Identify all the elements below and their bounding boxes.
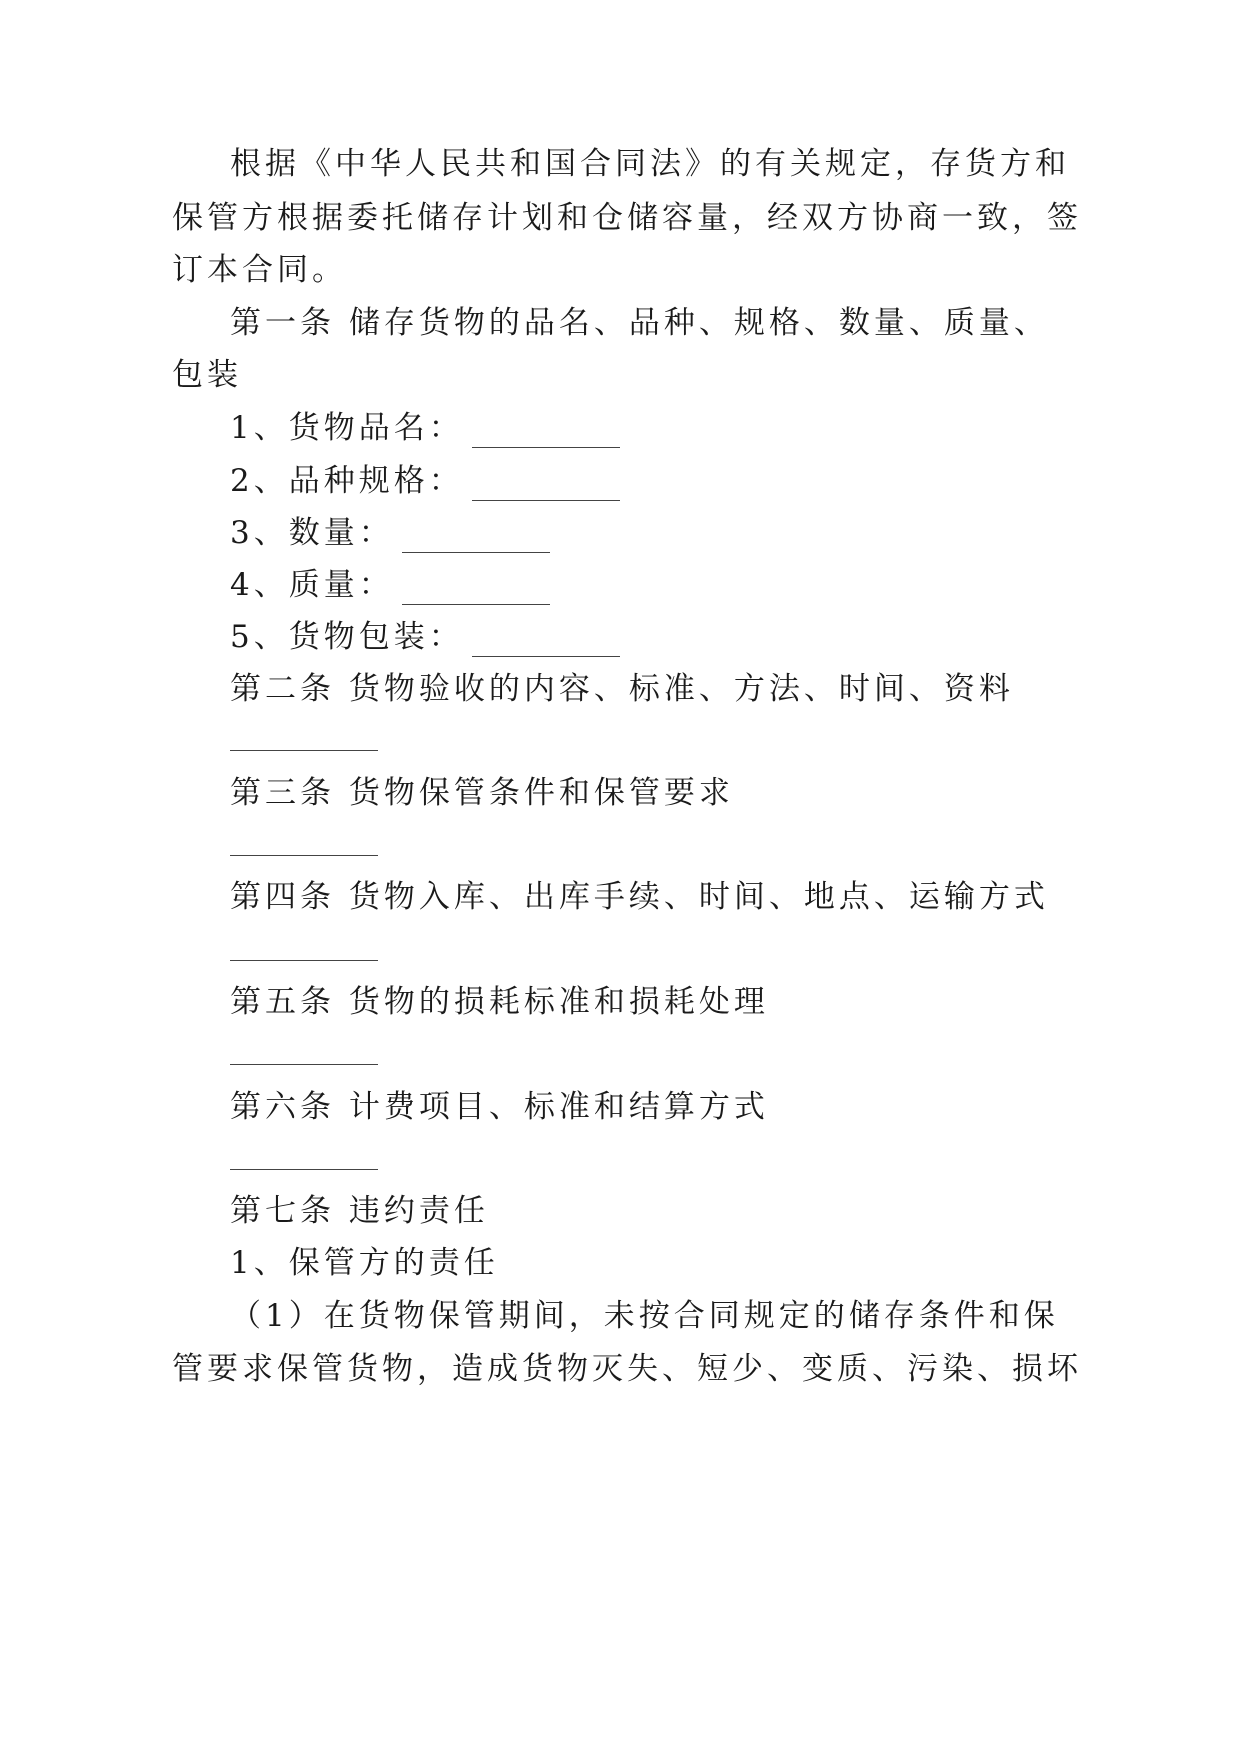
article-6-blank[interactable]	[230, 1169, 378, 1170]
variety-spec-blank[interactable]	[472, 470, 620, 501]
article-5-blank[interactable]	[230, 1064, 378, 1065]
article-4-heading: 第四条 货物入库、出库手续、时间、地点、运输方式	[230, 879, 1049, 915]
packaging-blank[interactable]	[472, 626, 620, 657]
item-label: 4、质量：	[230, 567, 394, 603]
intro-line-2: 保管方根据委托储存计划和仓储容量，经双方协商一致，签	[172, 200, 1082, 236]
item-goods-name	[230, 408, 620, 448]
article-4-blank[interactable]	[230, 960, 378, 961]
goods-name-blank[interactable]	[472, 417, 620, 448]
item-quality	[230, 565, 550, 605]
item-label: 5、货物包装：	[230, 619, 464, 655]
article-6-heading: 第六条 计费项目、标准和结算方式	[230, 1089, 769, 1125]
article-7-sub-1: 1、保管方的责任	[230, 1245, 499, 1281]
item-label: 3、数量：	[230, 515, 394, 551]
article-2-heading: 第二条 货物验收的内容、标准、方法、时间、资料	[230, 671, 1014, 707]
intro-line-3: 订本合同。	[172, 252, 347, 288]
item-label: 2、品种规格：	[230, 463, 464, 499]
item-variety-spec	[230, 461, 620, 501]
article-3-heading: 第三条 货物保管条件和保管要求	[230, 775, 734, 811]
intro-line-1: 根据《中华人民共和国合同法》的有关规定，存货方和	[230, 146, 1070, 182]
quantity-blank[interactable]	[402, 522, 550, 553]
article-7-clause-1-line-1: （1）在货物保管期间，未按合同规定的储存条件和保	[230, 1298, 1059, 1334]
article-1-heading-line-1: 第一条 储存货物的品名、品种、规格、数量、质量、	[230, 305, 1049, 341]
item-label: 1、货物品名：	[230, 410, 464, 446]
article-7-heading: 第七条 违约责任	[230, 1193, 489, 1229]
quality-blank[interactable]	[402, 574, 550, 605]
article-7-clause-1-line-2: 管要求保管货物，造成货物灭失、短少、变质、污染、损坏	[172, 1351, 1082, 1387]
item-quantity	[230, 513, 550, 553]
article-5-heading: 第五条 货物的损耗标准和损耗处理	[230, 984, 769, 1020]
article-1-heading-line-2: 包装	[172, 357, 242, 393]
article-3-blank[interactable]	[230, 855, 378, 856]
item-packaging	[230, 617, 620, 657]
article-2-blank[interactable]	[230, 750, 378, 751]
